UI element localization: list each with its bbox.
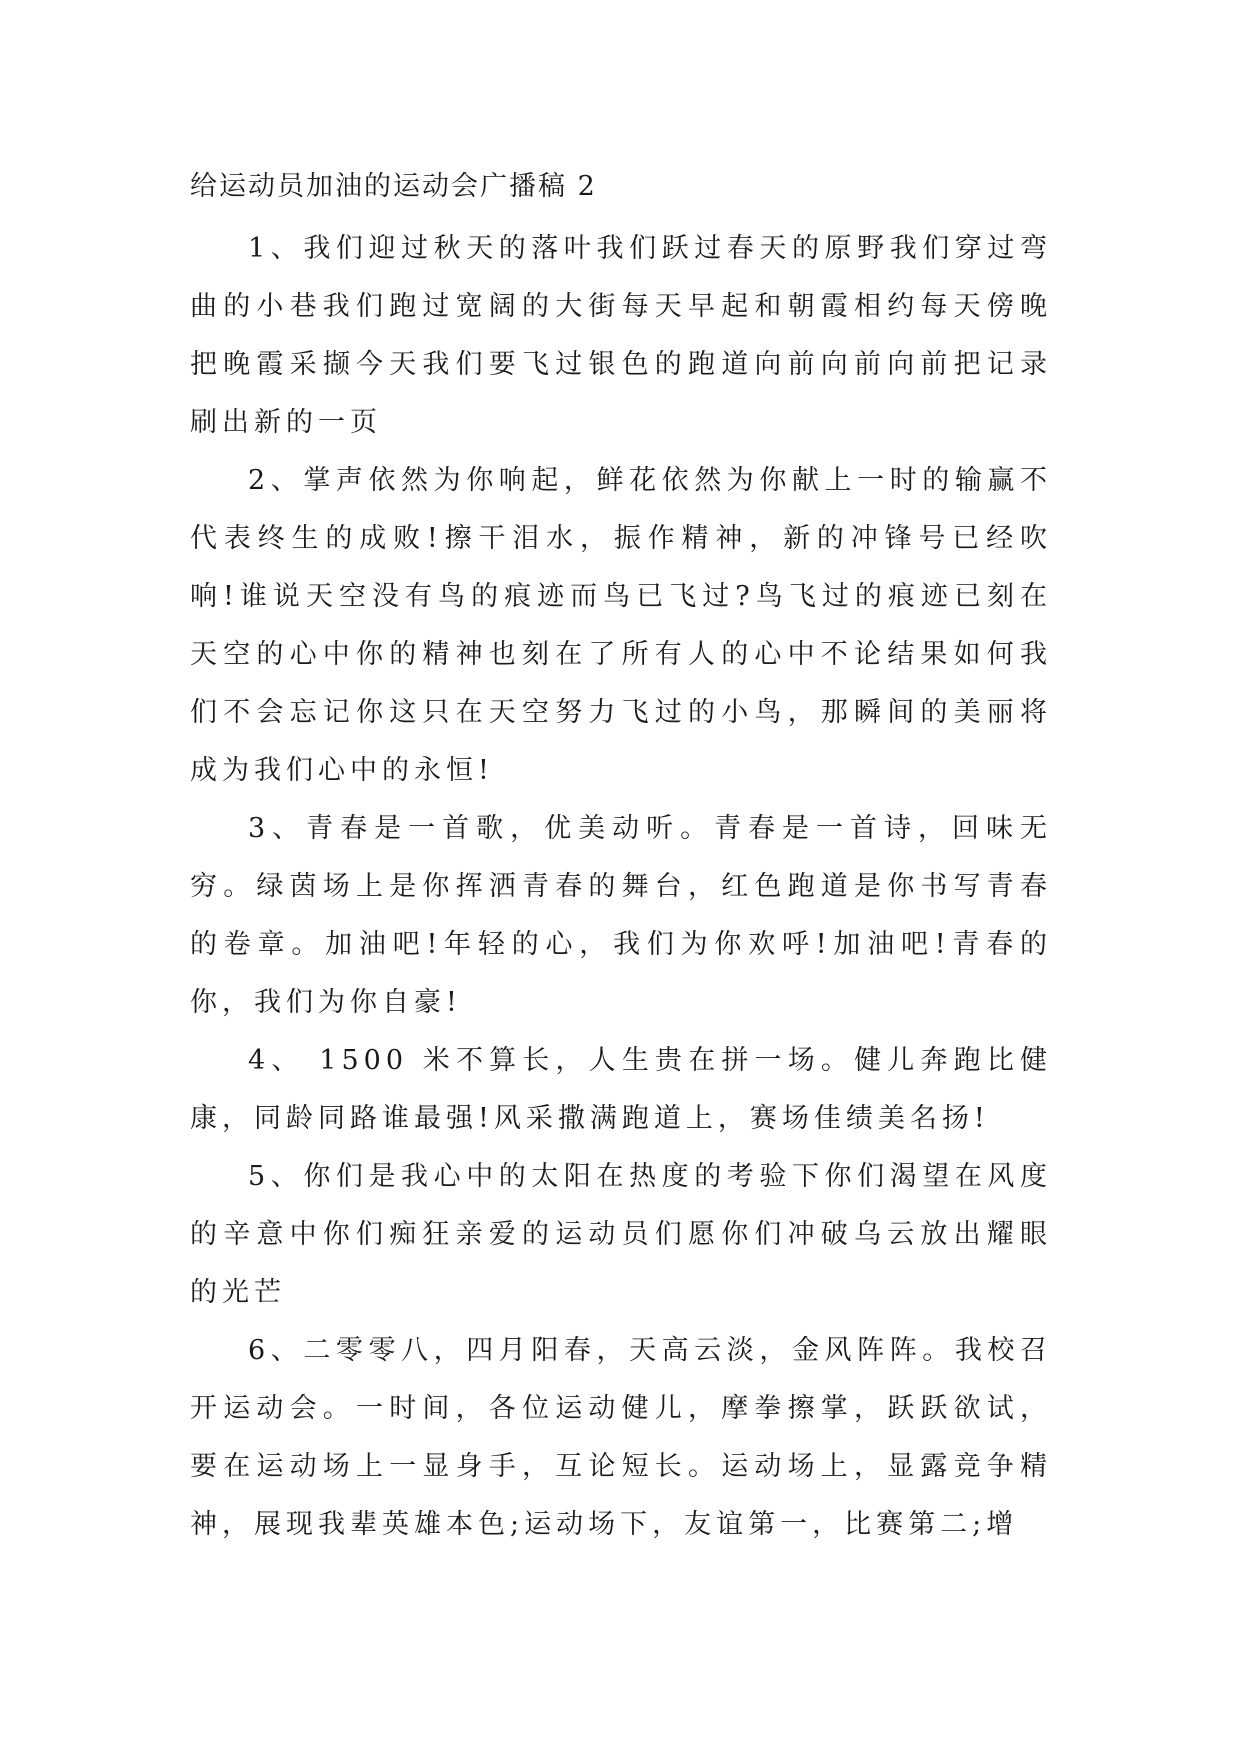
paragraph-5: 5、你们是我心中的太阳在热度的考验下你们渴望在风度的辛意中你们痴狂亲爱的运动员们愿你们冲破乌云放出耀眼的光芒 <box>190 1161 1052 1308</box>
paragraph-1: 1、我们迎过秋天的落叶我们跃过春天的原野我们穿过弯曲的小巷我们跑过宽阔的大街每天早起和朝霞相约每天傍晚把晚霞采撷今天我们要飞过银色的跑道向前向前向前把记录刷出新的一页 <box>190 233 1052 438</box>
document-title: 给运动员加油的运动会广播稿 2 <box>190 171 597 202</box>
document-body <box>190 166 1052 1554</box>
paragraph-3: 3、青春是一首歌，优美动听。青春是一首诗，回味无穷。绿茵场上是你挥洒青春的舞台，红色跑道是你书写青春的卷章。加油吧!年轻的心，我们为你欢呼!加油吧!青春的你，我们为你自豪! <box>190 813 1052 1018</box>
paragraph-6: 6、二零零八，四月阳春，天高云淡，金风阵阵。我校召开运动会。一时间，各位运动健儿，摩拳擦掌，跃跃欲试，要在运动场上一显身手，互论短长。运动场上，显露竞争精神，展现我辈英雄本色;运动场下，友谊第一，比赛第二;增 <box>190 1335 1052 1540</box>
paragraph-4: 4、 1500 米不算长，人生贵在拼一场。健儿奔跑比健康，同龄同路谁最强!风采撒满跑道上，赛场佳绩美名扬! <box>190 1045 1052 1134</box>
paragraph-2: 2、掌声依然为你响起，鲜花依然为你献上一时的输赢不代表终生的成败!擦干泪水，振作精神，新的冲锋号已经吹响!谁说天空没有鸟的痕迹而鸟已飞过?鸟飞过的痕迹已刻在天空的心中你的精神也刻在了所有人的心中不论结果如何我们不会忘记你这只在天空努力飞过的小鸟，那瞬间的美丽将成为我们心中的永恒! <box>190 465 1052 786</box>
